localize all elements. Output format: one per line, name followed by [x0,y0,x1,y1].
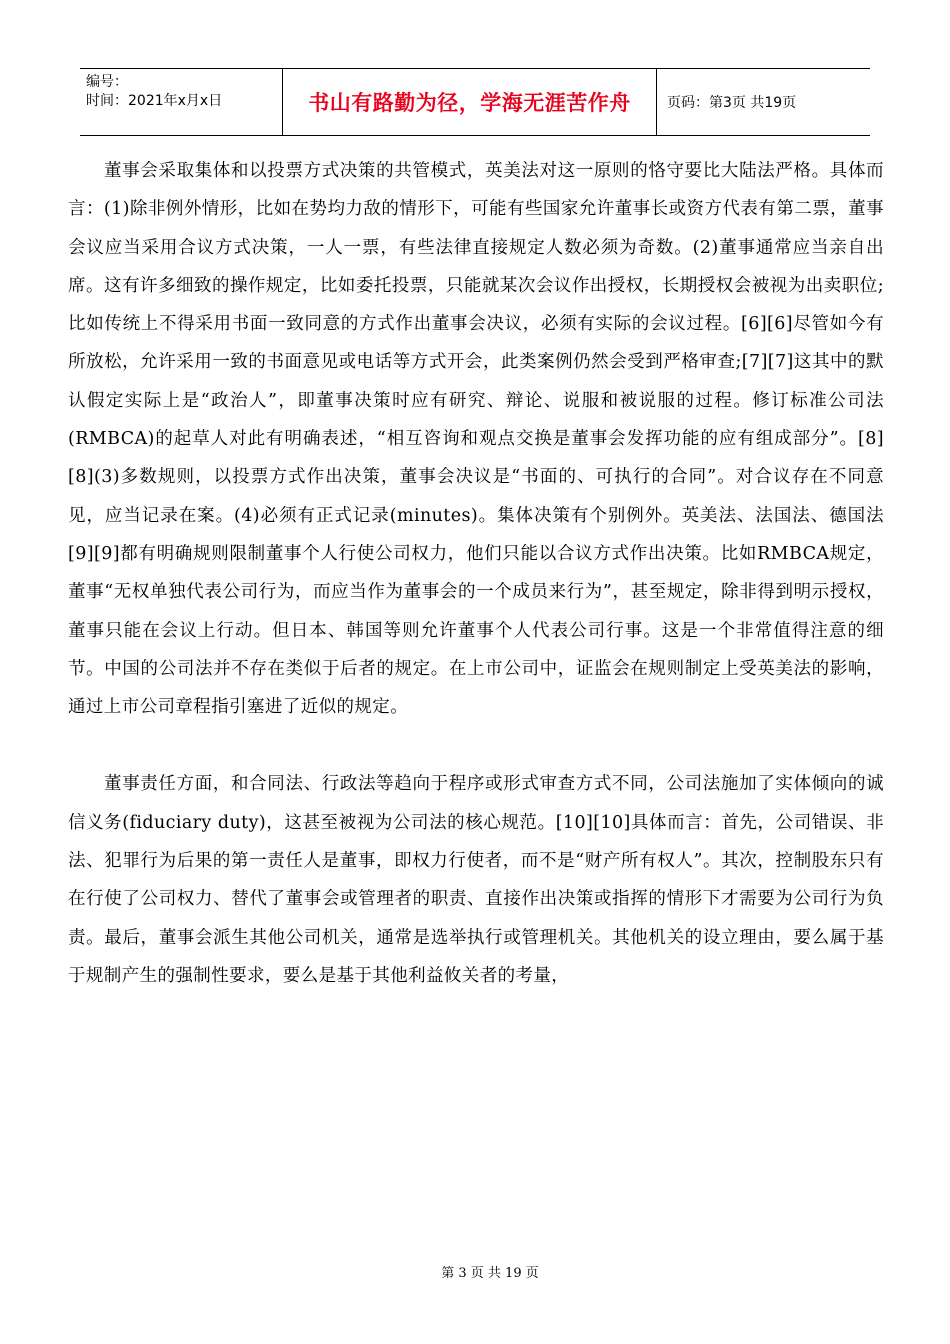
header-motto: 书山有路勤为径，学海无涯苦作舟 [283,69,657,135]
paragraph-board-decision: 董事会采取集体和以投票方式决策的共管模式，英美法对这一原则的恪守要比大陆法严格。具体而言：(1)除非例外情形，比如在势均力敌的情形下，可能有些国家允许董事长或资方代表有第二票，董事会议应当采用合议方式决策，一人一票，有些法律直接规定人数必须为奇数。(2)董事通常应当亲自出席。这有许多细致的操作规定，比如委托投票，只能就某次会议作出授权，长期授权会被视为出卖职位;比如传统上不得采用书面一致同意的方式作出董事会决议，必须有实际的会议过程。[6][6]尽管如今有所放松，允许采用一致的书面意见或电话等方式开会，此类案例仍然会受到严格审查;[7][7]这其中的默认假定实际上是“政治人”，即董事决策时应有研究、辩论、说服和被说服的过程。修订标准公司法(RMBCA)的起草人对此有明确表述，“相互咨询和观点交换是董事会发挥功能的应有组成部分”。[8][8](3)多数规则，以投票方式作出决策，董事会决议是“书面的、可执行的合同”。对合议存在不同意见，应当记录在案。(4)必须有正式记录(minutes)。集体决策有个别例外。英美法、法国法、德国法[9][9]都有明确规则限制董事个人行使公司权力，他们只能以合议方式作出决策。比如RMBCA规定，董事“无权单独代表公司行为，而应当作为董事会的一个成员来行为”，甚至规定，除非得到明示授权，董事只能在会议上行动。但日本、韩国等则允许董事个人代表公司行事。这是一个非常值得注意的细节。中国的公司法并不存在类似于后者的规定。在上市公司中，证监会在规则制定上受英美法的影响，通过上市公司章程指引塞进了近似的规定。 [68,161,884,718]
page-footer: 第 3 页 共 19 页 [441,1266,539,1281]
document-body [68,152,884,995]
header-page-number: 页码：第3页 共19页 [667,95,797,111]
document-number: 编号： [86,74,128,90]
header-meta [80,69,283,135]
paragraph-director-liability: 董事责任方面，和合同法、行政法等趋向于程序或形式审查方式不同，公司法施加了实体倾向的诚信义务(fiduciary duty)，这甚至被视为公司法的核心规范。[10][10]具体而言：首先，公司错误、非法、犯罪行为后果的第一责任人是董事，即权力行使者，而不是“财产所有权人”。其次，控制股东只有在行使了公司权力、替代了董事会或管理者的职责、直接作出决策或指挥的情形下才需要为公司行为负责。最后，董事会派生其他公司机关，通常是选举执行或管理机关。其他机关的设立理由，要么属于基于规制产生的强制性要求，要么是基于其他利益攸关者的考量， [68,774,884,986]
document-date: 时间：2021年x月x日 [86,93,223,109]
page-header [80,68,870,136]
